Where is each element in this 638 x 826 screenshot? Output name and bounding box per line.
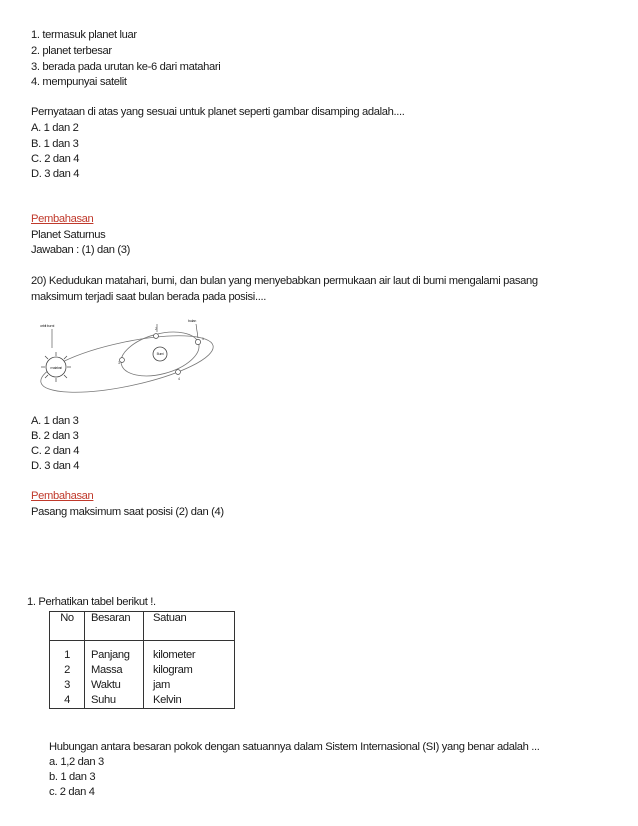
moon-position-label: 4 — [178, 377, 180, 381]
statement-4: 4. mempunyai satelit — [31, 76, 127, 88]
question-text: 20) Kedudukan matahari, bumi, dan bulan yang menyebabkan permukaan air laut di bumi mengalami pasang — [31, 275, 538, 287]
moon-position-label: 3 — [118, 361, 120, 365]
question-text: Pernyataan di atas yang sesuai untuk planet seperti gambar disamping adalah.... — [31, 106, 405, 118]
table-cell-text: 2 — [64, 664, 70, 676]
option-a: A. 1 dan 3 — [31, 415, 79, 427]
table-cell-text: Waktu — [91, 679, 121, 691]
table-cell-text: Panjang — [91, 649, 130, 661]
table-header-cell: Besaran — [85, 612, 144, 641]
discussion-heading: Pembahasan — [31, 213, 94, 225]
table-cell-text: 4 — [64, 694, 70, 706]
moon-position-4-icon — [176, 370, 181, 375]
moon-pointer — [196, 324, 198, 338]
table-cell-text: kilogram — [153, 664, 193, 676]
statement-3: 3. berada pada urutan ke-6 dari matahari — [31, 61, 221, 73]
table-cell — [50, 641, 85, 709]
option-c: C. 2 dan 4 — [31, 153, 80, 165]
table-cell-text: Suhu — [91, 694, 116, 706]
question-text: Hubungan antara besaran pokok dengan satuannya dalam Sistem Internasional (SI) yang benar adalah ... — [49, 741, 540, 753]
discussion-line: Planet Saturnus — [31, 229, 106, 241]
table-cell — [144, 641, 235, 709]
question-intro: 1. Perhatikan tabel berikut !. — [27, 596, 156, 608]
option-a: a. 1,2 dan 3 — [49, 756, 104, 768]
table-header-cell: Satuan — [144, 612, 235, 641]
tide-orbit-diagram — [32, 318, 222, 394]
option-d: D. 3 dan 4 — [31, 168, 80, 180]
table-cell-text: 1 — [64, 649, 70, 661]
statement-2: 2. planet terbesar — [31, 45, 112, 57]
moon-position-label: 1 — [202, 337, 204, 341]
moon-position-2-icon — [154, 334, 159, 339]
quantity-table — [49, 611, 235, 709]
table-cell-text: Kelvin — [153, 694, 182, 706]
statement-1: 1. termasuk planet luar — [31, 29, 137, 41]
table-header-row — [50, 612, 235, 641]
discussion-heading: Pembahasan — [31, 490, 94, 502]
table-row — [50, 641, 235, 709]
moon-position-label: 2 — [155, 327, 157, 331]
table-cell-text: 3 — [64, 679, 70, 691]
table-cell-text: Massa — [91, 664, 123, 676]
discussion-line: Pasang maksimum saat posisi (2) dan (4) — [31, 506, 224, 518]
moon-position-3-icon — [120, 358, 125, 363]
table-cell-text: kilometer — [153, 649, 196, 661]
question-text: maksimum terjadi saat bulan berada pada posisi.... — [31, 291, 266, 303]
table-header-cell: No — [50, 612, 85, 641]
discussion-line: Jawaban : (1) dan (3) — [31, 244, 130, 256]
option-c: C. 2 dan 4 — [31, 445, 80, 457]
option-c: c. 2 dan 4 — [49, 786, 95, 798]
option-a: A. 1 dan 2 — [31, 122, 79, 134]
sun-label: matahari — [50, 366, 62, 370]
option-b: B. 2 dan 3 — [31, 430, 79, 442]
option-b: b. 1 dan 3 — [49, 771, 96, 783]
moon-position-1-icon — [195, 339, 200, 344]
orbit-label: orbit bumi — [40, 323, 55, 328]
moon-label: bulan — [188, 318, 197, 323]
table-cell — [85, 641, 144, 709]
earth-orbit-ellipse — [36, 324, 217, 394]
option-b: B. 1 dan 3 — [31, 138, 79, 150]
option-d: D. 3 dan 4 — [31, 460, 80, 472]
table-cell-text: jam — [153, 679, 170, 691]
earth-label: Bumi — [156, 352, 164, 356]
